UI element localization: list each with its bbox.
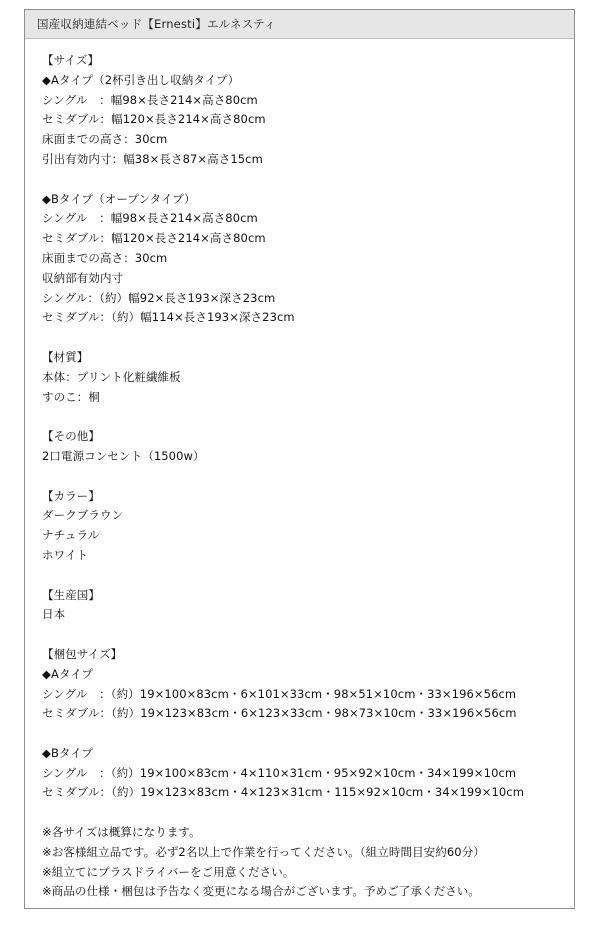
spec-line: 2口電源コンセント（1500w） (42, 448, 205, 463)
spec-line: 【サイズ】 (42, 53, 100, 67)
spec-line: 床面までの高さ：30cm (42, 132, 168, 147)
spec-line: シングル ：（約）19×100×83cm・6×101×33cm・98×51×10cm・33×196×56cm (42, 686, 517, 701)
spacer (42, 803, 574, 823)
spec-line: 【カラー】 (42, 488, 100, 503)
spec-line: ※各サイズは概算になります。 (42, 825, 201, 840)
spacer (42, 566, 574, 586)
spec-line: ※お客様組立品です。必ず2名以上で作業を行ってください。（組立時間目安約60分） (42, 844, 485, 859)
spec-line: セミダブル：（約）19×123×83cm・6×123×33cm・98×73×10cm・33×196×56cm (42, 706, 517, 721)
spec-line: 日本 (42, 607, 66, 622)
spec-line: シングル ：幅98×長さ214×高さ80cm (42, 211, 258, 226)
spec-line: シングル ：（約）19×100×83cm・4×110×31cm・95×92×10cm・34×199×10cm (42, 765, 517, 780)
spec-panel (24, 9, 575, 909)
spec-line: セミダブル：幅120×長さ214×高さ80cm (42, 231, 266, 246)
spec-line: ナチュラル (42, 528, 100, 543)
spec-line: シングル ：幅98×長さ214×高さ80cm (42, 92, 258, 107)
spec-line: 床面までの高さ：30cm (42, 250, 168, 265)
spacer (42, 170, 574, 190)
spacer (42, 467, 574, 487)
spec-line: 【その他】 (42, 429, 100, 444)
spec-line: ※組立てにプラスドライバーをご用意ください。 (42, 864, 295, 879)
spec-line: 引出有効内寸：幅38×長さ87×高さ15cm (42, 151, 263, 166)
spec-line: セミダブル：幅120×長さ214×高さ80cm (42, 112, 266, 127)
spec-line: ホワイト (42, 547, 89, 562)
spec-line: 収納部有効内寸 (42, 270, 124, 285)
spec-content (25, 39, 574, 902)
spec-line: ダークブラウン (42, 508, 124, 523)
spec-line: セミダブル：（約）19×123×83cm・4×123×31cm・115×92×10cm・34×199×10cm (42, 785, 525, 800)
spacer (42, 724, 574, 744)
spec-line: 本体：プリント化粧繊維板 (42, 369, 181, 384)
spacer (42, 328, 574, 348)
spec-line: シングル：（約）幅92×長さ193×深さ23cm (42, 290, 276, 305)
spec-line: ◆Aタイプ (42, 666, 94, 681)
spec-line: ◆Bタイプ（オープンタイプ） (42, 191, 196, 206)
spec-line: ◆Aタイプ（2杯引き出し収納タイプ） (42, 72, 240, 87)
spec-line: ※商品の仕様・梱包は予告なく変更になる場合がございます。予めご了承ください。 (42, 884, 481, 899)
spec-line: 【生産国】 (42, 587, 100, 602)
spec-line: ◆Bタイプ (42, 745, 94, 760)
spacer (42, 407, 574, 427)
panel-header (25, 10, 574, 39)
product-title: 国産収納連結ベッド【Ernesti】エルネスティ (37, 17, 276, 31)
spec-line: すのこ：桐 (42, 389, 100, 404)
spec-line: 【梱包サイズ】 (42, 646, 123, 661)
spec-line: 【材質】 (42, 349, 89, 364)
spacer (42, 625, 574, 645)
spec-line: セミダブル：（約）幅114×長さ193×深さ23cm (42, 310, 295, 325)
